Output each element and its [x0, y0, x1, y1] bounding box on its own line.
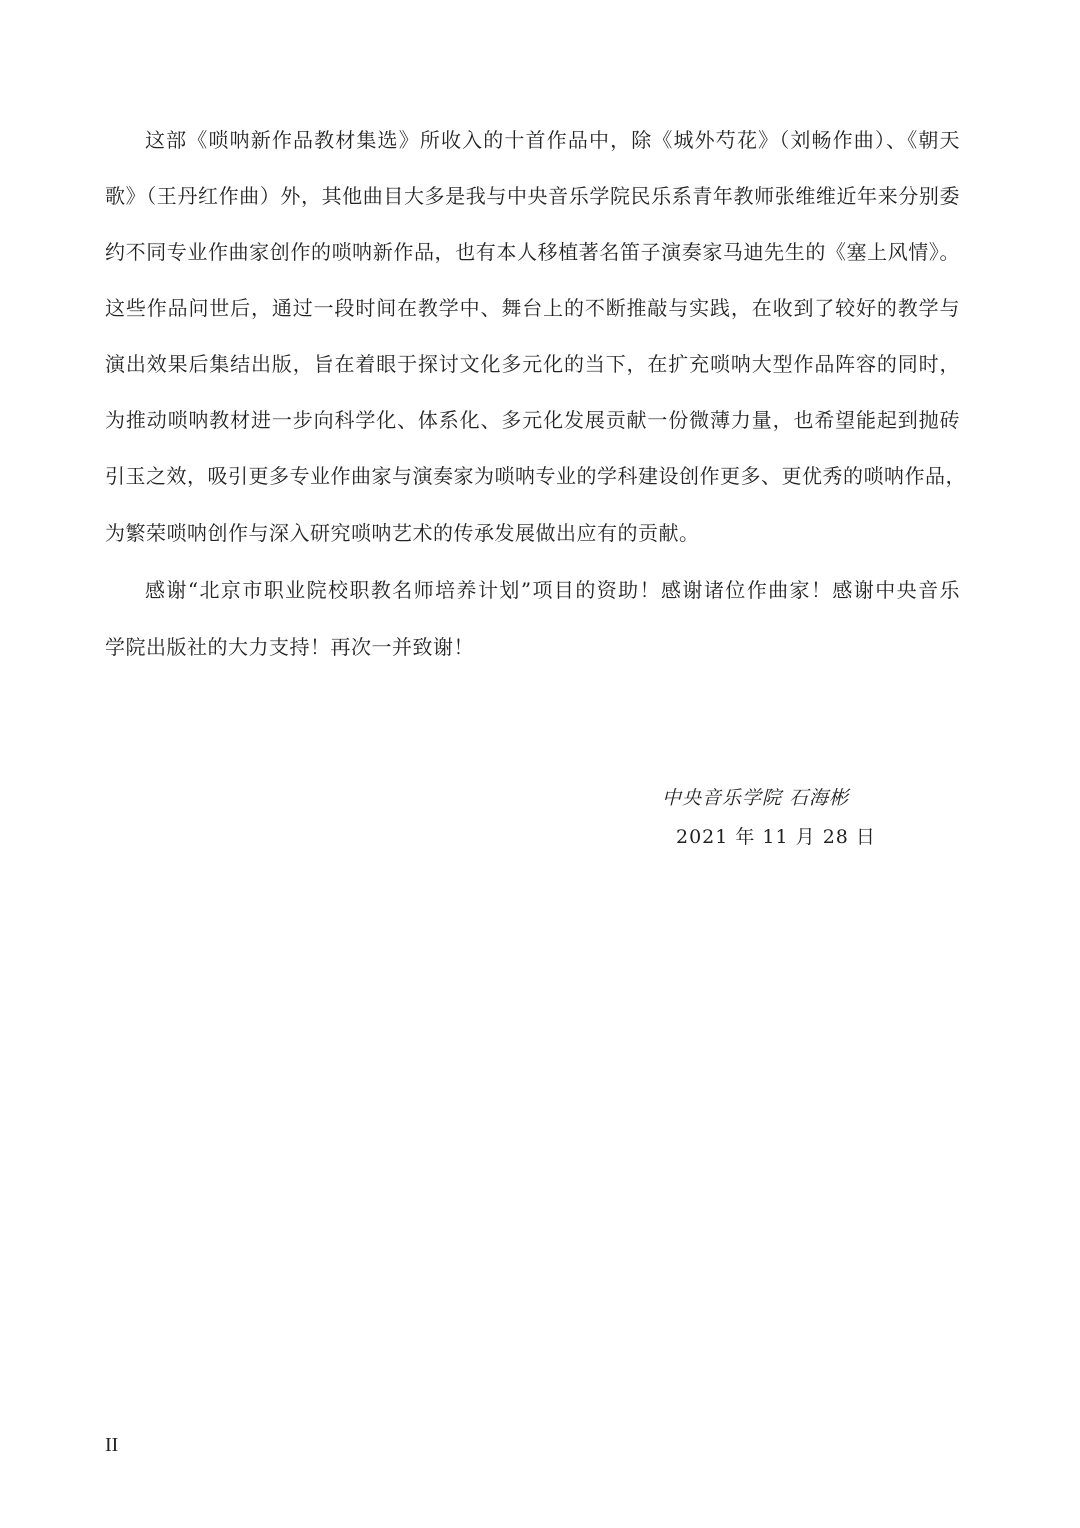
text-line: 为繁荣唢呐创作与深入研究唢呐艺术的传承发展做出应有的贡献。 [105, 521, 700, 545]
signature-date: 2021 年 11 月 28 日 [676, 826, 876, 848]
signature-author: 中央音乐学院 石海彬 [662, 787, 850, 809]
text-line: 这部《唢呐新作品教材集选》所收入的十首作品中，除《城外芍花》（刘畅作曲）、《朝天 [145, 128, 960, 152]
text-line: 约不同专业作曲家创作的唢呐新作品，也有本人移植著名笛子演奏家马迪先生的《塞上风情》。 [105, 240, 960, 264]
text-line: 为推动唢呐教材进一步向科学化、体系化、多元化发展贡献一份微薄力量，也希望能起到抛砖 [105, 408, 960, 432]
text-line: 这些作品问世后，通过一段时间在教学中、舞台上的不断推敲与实践，在收到了较好的教学与 [105, 296, 960, 320]
text-line: 歌》（王丹红作曲）外，其他曲目大多是我与中央音乐学院民乐系青年教师张维维近年来分别委 [105, 184, 960, 208]
page-number: II [105, 1434, 119, 1456]
text-line: 学院出版社的大力支持！再次一并致谢！ [105, 635, 474, 659]
text-line: 引玉之效，吸引更多专业作曲家与演奏家为唢呐专业的学科建设创作更多、更优秀的唢呐作品， [105, 464, 966, 488]
text-line: 演出效果后集结出版，旨在着眼于探讨文化多元化的当下，在扩充唢呐大型作品阵容的同时， [105, 352, 960, 376]
text-line: 感谢“北京市职业院校职教名师培养计划”项目的资助！感谢诸位作曲家！感谢中央音乐 [145, 578, 960, 602]
